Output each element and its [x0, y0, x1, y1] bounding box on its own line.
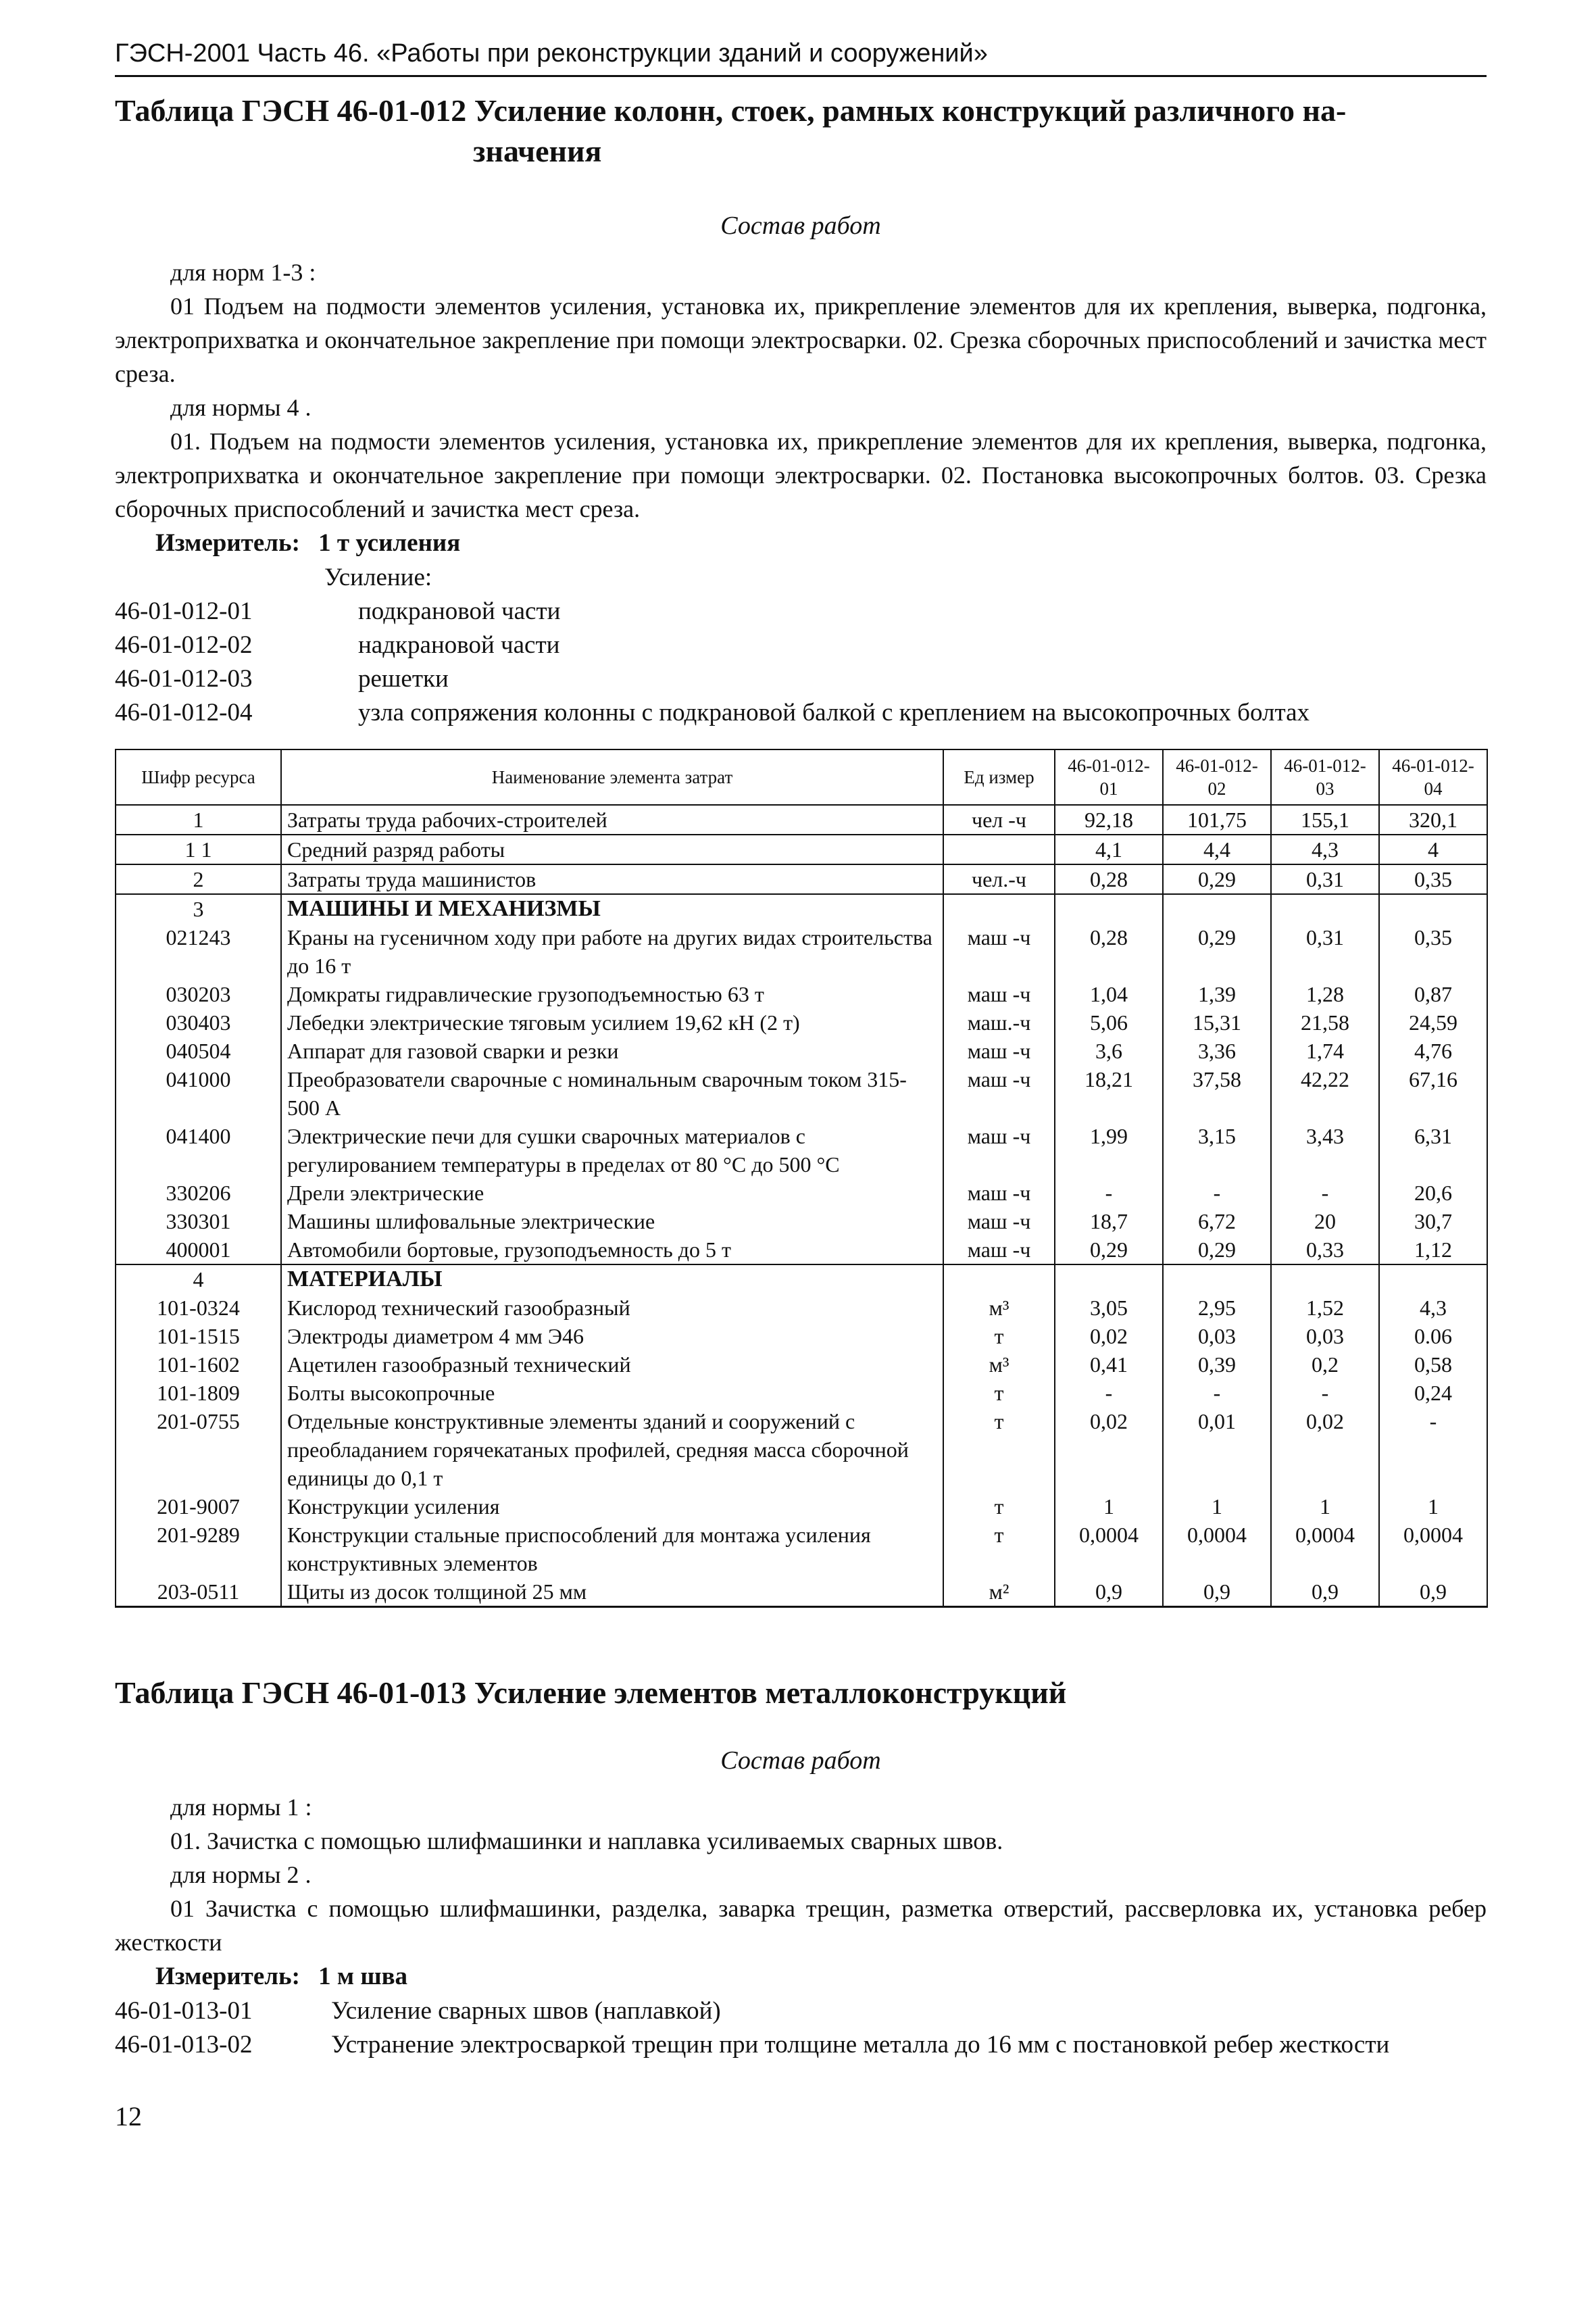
norm-value: 6,72: [1163, 1207, 1271, 1235]
composition-heading: Состав работ: [720, 1746, 881, 1775]
norm-value: 0,0004: [1163, 1521, 1271, 1577]
norm-description: решетки: [358, 665, 449, 693]
norm-value: -: [1271, 1179, 1379, 1207]
norm-value: 4,76: [1379, 1037, 1487, 1065]
table-row: [116, 1350, 1487, 1379]
resource-code: 101-1602: [116, 1350, 281, 1379]
resource-table-body: [116, 805, 1487, 1607]
norm-value: 3,6: [1055, 1037, 1163, 1065]
norm-value: 0,29: [1055, 1235, 1163, 1264]
resource-unit: т: [943, 1407, 1055, 1492]
measure-value: 1 м шва: [318, 1963, 408, 1990]
table-row: [116, 1065, 1487, 1122]
norm-description: надкрановой части: [358, 631, 560, 659]
norm-4-text: 01. Подъем на подмости элементов усиления, установка их, прикрепление элементов для их крепления, выверка, подгонка, электроприхватка и окончательное закрепление при помощи электросварки. 02. Постановка высокопрочных болтов. 03. Срезка сборочных приспособлений и зачистка мест среза.: [115, 428, 1487, 522]
resource-unit: маш -ч: [943, 1235, 1055, 1264]
resource-code: 203-0511: [116, 1577, 281, 1607]
norm-value: 0,31: [1271, 864, 1379, 894]
resource-unit: маш -ч: [943, 1065, 1055, 1122]
resource-code: 330301: [116, 1207, 281, 1235]
norm-description: Устранение электросваркой трещин при толщине металла до 16 мм с постановкой ребер жесткости: [331, 2031, 1390, 2059]
measure-line: [115, 526, 1487, 561]
norm-code: 46-01-012-01: [115, 597, 253, 625]
resource-unit: маш -ч: [943, 980, 1055, 1008]
norm-value: 0,0004: [1271, 1521, 1379, 1577]
norm-value: 0,9: [1271, 1577, 1379, 1607]
norm-value: 0,33: [1271, 1235, 1379, 1264]
norm-2-label: для нормы 2 .: [170, 1861, 311, 1888]
norm-value: 5,06: [1055, 1008, 1163, 1037]
column-header-cipher: Шифр ресурса: [116, 749, 281, 805]
table-row: [116, 1264, 1487, 1294]
norm-value: 0,29: [1163, 923, 1271, 980]
column-header-norm-2: 46-01-012-02: [1163, 749, 1271, 805]
norm-value: 1,04: [1055, 980, 1163, 1008]
resource-code: 101-1515: [116, 1322, 281, 1350]
norm-value: 0,0004: [1379, 1521, 1487, 1577]
resource-code: 2: [116, 864, 281, 894]
resource-name: Дрели электрические: [281, 1179, 943, 1207]
norm-value: 0,02: [1271, 1407, 1379, 1492]
resource-name: Машины шлифовальные электрические: [281, 1207, 943, 1235]
norm-value: 0,03: [1163, 1322, 1271, 1350]
norm-value: 1,74: [1271, 1037, 1379, 1065]
norm-value: [1055, 1264, 1163, 1294]
table-row: [116, 1322, 1487, 1350]
column-header-norm-3: 46-01-012-03: [1271, 749, 1379, 805]
resource-code: 030403: [116, 1008, 281, 1037]
resource-unit: маш -ч: [943, 923, 1055, 980]
norm-value: 0,9: [1379, 1577, 1487, 1607]
list-item: [115, 2028, 1487, 2062]
table-13-title: Таблица ГЭСН 46-01-013 Усиление элементов металлоконструкций: [115, 1675, 1067, 1710]
norm-value: 1: [1271, 1492, 1379, 1521]
norm-4-label: для нормы 4 .: [170, 394, 311, 421]
list-item: [115, 696, 1487, 730]
norm-value: 320,1: [1379, 805, 1487, 835]
resource-code: 1 1: [116, 835, 281, 864]
measure-value: 1 т усиления: [318, 529, 461, 557]
norm-value: 1: [1055, 1492, 1163, 1521]
norm-value: 0,29: [1163, 1235, 1271, 1264]
table-row: [116, 1122, 1487, 1179]
norm-value: -: [1379, 1407, 1487, 1492]
norm-value: [1271, 894, 1379, 923]
resource-code: 041400: [116, 1122, 281, 1179]
norm-value: 0,39: [1163, 1350, 1271, 1379]
norm-code: 46-01-012-02: [115, 631, 253, 659]
resource-name: Болты высокопрочные: [281, 1379, 943, 1407]
table-row: [116, 1179, 1487, 1207]
resource-code: 041000: [116, 1065, 281, 1122]
norm-description: узла сопряжения колонны с подкрановой балкой с креплением на высокопрочных болтах: [358, 699, 1310, 727]
norm-value: [1055, 894, 1163, 923]
norm-codes-list: [115, 1994, 1487, 2062]
resource-code: 040504: [116, 1037, 281, 1065]
norm-value: 1,99: [1055, 1122, 1163, 1179]
resource-name: Кислород технический газообразный: [281, 1294, 943, 1322]
resource-unit: т: [943, 1379, 1055, 1407]
resource-code: 101-1809: [116, 1379, 281, 1407]
norm-value: 20: [1271, 1207, 1379, 1235]
table-row: [116, 835, 1487, 864]
norm-value: 3,43: [1271, 1122, 1379, 1179]
norm-value: 4,3: [1379, 1294, 1487, 1322]
resource-name: Затраты труда машинистов: [281, 864, 943, 894]
norms-1-3-text: 01 Подъем на подмости элементов усиления, установка их, прикрепление элементов для их крепления, выверка, подгонка, электроприхватка и окончательное закрепление при помощи электросварки. 02. Срезка сборочных приспособлений и зачистка мест среза.: [115, 293, 1487, 387]
norm-value: 1,28: [1271, 980, 1379, 1008]
norm-value: 0,35: [1379, 923, 1487, 980]
resource-unit: м³: [943, 1294, 1055, 1322]
norm-value: 3,05: [1055, 1294, 1163, 1322]
resource-unit: маш -ч: [943, 1037, 1055, 1065]
list-item: [115, 1994, 1487, 2028]
resource-name: Электрические печи для сушки сварочных материалов с регулированием температуры в пределах от 80 °С до 500 °С: [281, 1122, 943, 1179]
norm-value: 0,2: [1271, 1350, 1379, 1379]
resource-unit: маш -ч: [943, 1122, 1055, 1179]
norm-value: 0,24: [1379, 1379, 1487, 1407]
norm-value: 15,31: [1163, 1008, 1271, 1037]
resource-code: 4: [116, 1264, 281, 1294]
table-row: [116, 1037, 1487, 1065]
norm-value: 4,1: [1055, 835, 1163, 864]
page-number: 12: [115, 2101, 142, 2132]
resource-unit: т: [943, 1322, 1055, 1350]
norm-code: 46-01-013-02: [115, 2031, 253, 2059]
norm-value: 67,16: [1379, 1065, 1487, 1122]
table-row: [116, 1235, 1487, 1264]
table-12-title-line2: значения: [473, 134, 602, 168]
norm-value: 0,02: [1055, 1322, 1163, 1350]
norm-value: 4,4: [1163, 835, 1271, 864]
norm-value: 18,7: [1055, 1207, 1163, 1235]
norm-value: 0,9: [1163, 1577, 1271, 1607]
resource-name: Аппарат для газовой сварки и резки: [281, 1037, 943, 1065]
norm-value: 1,39: [1163, 980, 1271, 1008]
norm-value: 4: [1379, 835, 1487, 864]
table-row: [116, 1008, 1487, 1037]
resource-name: Отдельные конструктивные элементы зданий и сооружений с преобладанием горячекатаных профилей, средняя масса сборочной единицы до 0,1 т: [281, 1407, 943, 1492]
norm-value: 92,18: [1055, 805, 1163, 835]
norm-value: -: [1055, 1379, 1163, 1407]
norm-value: 0.06: [1379, 1322, 1487, 1350]
norm-value: 155,1: [1271, 805, 1379, 835]
norm-value: 1: [1163, 1492, 1271, 1521]
usilenie-label: Усиление:: [324, 564, 432, 591]
norm-value: [1379, 894, 1487, 923]
resource-code: 201-9289: [116, 1521, 281, 1577]
norm-value: 21,58: [1271, 1008, 1379, 1037]
norm-value: 0,41: [1055, 1350, 1163, 1379]
resource-name: Щиты из досок толщиной 25 мм: [281, 1577, 943, 1607]
norm-value: 0,87: [1379, 980, 1487, 1008]
resource-name: Домкраты гидравлические грузоподъемностью 63 т: [281, 980, 943, 1008]
norm-value: 0,01: [1163, 1407, 1271, 1492]
resource-table: [115, 749, 1488, 1608]
resource-unit: [943, 835, 1055, 864]
list-item: [115, 595, 1487, 629]
norm-value: -: [1163, 1379, 1271, 1407]
norm-value: 2,95: [1163, 1294, 1271, 1322]
resource-name: Электроды диаметром 4 мм Э46: [281, 1322, 943, 1350]
resource-unit: маш -ч: [943, 1179, 1055, 1207]
norm-description: Усиление сварных швов (наплавкой): [331, 1997, 721, 2025]
norms-1-3-label: для норм 1-3 :: [170, 259, 316, 286]
norm-value: 0,58: [1379, 1350, 1487, 1379]
resource-unit: т: [943, 1521, 1055, 1577]
resource-unit: маш.-ч: [943, 1008, 1055, 1037]
resource-unit: т: [943, 1492, 1055, 1521]
resource-unit: м²: [943, 1577, 1055, 1607]
norm-value: 0,02: [1055, 1407, 1163, 1492]
norm-value: 42,22: [1271, 1065, 1379, 1122]
resource-code: 101-0324: [116, 1294, 281, 1322]
resource-code: 3: [116, 894, 281, 923]
resource-unit: маш -ч: [943, 1207, 1055, 1235]
norm-code: 46-01-012-03: [115, 665, 253, 693]
table-12-title: [115, 91, 1487, 172]
norm-value: 1: [1379, 1492, 1487, 1521]
norm-value: 0,28: [1055, 923, 1163, 980]
norm-value: -: [1271, 1379, 1379, 1407]
resource-unit: м³: [943, 1350, 1055, 1379]
resource-unit: [943, 894, 1055, 923]
norm-value: 18,21: [1055, 1065, 1163, 1122]
norm-value: -: [1055, 1179, 1163, 1207]
table-row: [116, 894, 1487, 923]
measure-label: Измеритель:: [155, 529, 300, 557]
norm-value: 4,3: [1271, 835, 1379, 864]
document-page: [115, 39, 1487, 2062]
norm-value: 30,7: [1379, 1207, 1487, 1235]
norm-value: 6,31: [1379, 1122, 1487, 1179]
norm-value: 3,15: [1163, 1122, 1271, 1179]
norm-code: 46-01-012-04: [115, 699, 253, 727]
list-item: [115, 629, 1487, 662]
resource-name: Конструкции стальные приспособлений для монтажа усиления конструктивных элементов: [281, 1521, 943, 1577]
table-row: [116, 1407, 1487, 1492]
norm-value: 0,9: [1055, 1577, 1163, 1607]
table-row: [116, 980, 1487, 1008]
norm-value: 0,31: [1271, 923, 1379, 980]
norm-value: [1379, 1264, 1487, 1294]
norm-2-text: 01 Зачистка с помощью шлифмашинки, разделка, заварка трещин, разметка отверстий, рассверловка их, установка ребер жесткости: [115, 1895, 1487, 1956]
norm-value: [1163, 894, 1271, 923]
norm-1-text: 01. Зачистка с помощью шлифмашинки и наплавка усиливаемых сварных швов.: [170, 1827, 1003, 1854]
resource-unit: чел.-ч: [943, 864, 1055, 894]
resource-name: Затраты труда рабочих-строителей: [281, 805, 943, 835]
norm-value: [1271, 1264, 1379, 1294]
table-row: [116, 1207, 1487, 1235]
table-header-row: [116, 749, 1487, 805]
norm-1-label: для нормы 1 :: [170, 1794, 312, 1821]
list-item: [115, 662, 1487, 696]
running-header: ГЭСН-2001 Часть 46. «Работы при реконструкции зданий и сооружений»: [115, 39, 1487, 77]
table-row: [116, 1294, 1487, 1322]
norm-code: 46-01-013-01: [115, 1997, 253, 2025]
resource-code: 021243: [116, 923, 281, 980]
resource-name: Краны на гусеничном ходу при работе на других видах строительства до 16 т: [281, 923, 943, 980]
norm-value: 101,75: [1163, 805, 1271, 835]
resource-unit: чел -ч: [943, 805, 1055, 835]
resource-name: Лебедки электрические тяговым усилием 19,62 кН (2 т): [281, 1008, 943, 1037]
table-row: [116, 1492, 1487, 1521]
table-row: [116, 1577, 1487, 1607]
column-header-norm-4: 46-01-012-04: [1379, 749, 1487, 805]
table-row: [116, 864, 1487, 894]
section-heading: МАТЕРИАЛЫ: [281, 1264, 943, 1294]
resource-code: 330206: [116, 1179, 281, 1207]
norm-value: 0,0004: [1055, 1521, 1163, 1577]
norm-value: -: [1163, 1179, 1271, 1207]
resource-name: Преобразователи сварочные с номинальным сварочным током 315-500 А: [281, 1065, 943, 1122]
section-heading: МАШИНЫ И МЕХАНИЗМЫ: [281, 894, 943, 923]
norm-codes-list: [115, 595, 1487, 730]
norm-value: [1163, 1264, 1271, 1294]
norm-value: 0,35: [1379, 864, 1487, 894]
table-row: [116, 805, 1487, 835]
resource-code: 201-0755: [116, 1407, 281, 1492]
norm-value: 0,28: [1055, 864, 1163, 894]
norm-value: 24,59: [1379, 1008, 1487, 1037]
norm-value: 3,36: [1163, 1037, 1271, 1065]
norm-value: 1,52: [1271, 1294, 1379, 1322]
column-header-norm-1: 46-01-012-01: [1055, 749, 1163, 805]
norm-value: 20,6: [1379, 1179, 1487, 1207]
column-header-name: Наименование элемента затрат: [281, 749, 943, 805]
resource-name: Автомобили бортовые, грузоподъемность до 5 т: [281, 1235, 943, 1264]
norm-value: 0,29: [1163, 864, 1271, 894]
norm-value: 1,12: [1379, 1235, 1487, 1264]
measure-label: Измеритель:: [155, 1963, 300, 1990]
measure-line: [115, 1959, 1487, 1994]
resource-name: Средний разряд работы: [281, 835, 943, 864]
resource-code: 1: [116, 805, 281, 835]
column-header-unit: Ед измер: [943, 749, 1055, 805]
resource-unit: [943, 1264, 1055, 1294]
norm-value: 37,58: [1163, 1065, 1271, 1122]
table-row: [116, 1521, 1487, 1577]
norm-value: 0,03: [1271, 1322, 1379, 1350]
composition-heading: Состав работ: [720, 212, 881, 240]
resource-code: 030203: [116, 980, 281, 1008]
resource-code: 400001: [116, 1235, 281, 1264]
resource-code: 201-9007: [116, 1492, 281, 1521]
norm-description: подкрановой части: [358, 597, 561, 625]
table-12-title-line1: Таблица ГЭСН 46-01-012 Усиление колонн, стоек, рамных конструкций различного на-: [115, 93, 1347, 128]
resource-name: Конструкции усиления: [281, 1492, 943, 1521]
table-row: [116, 923, 1487, 980]
table-row: [116, 1379, 1487, 1407]
table-13-section: [115, 1673, 1487, 2062]
resource-name: Ацетилен газообразный технический: [281, 1350, 943, 1379]
